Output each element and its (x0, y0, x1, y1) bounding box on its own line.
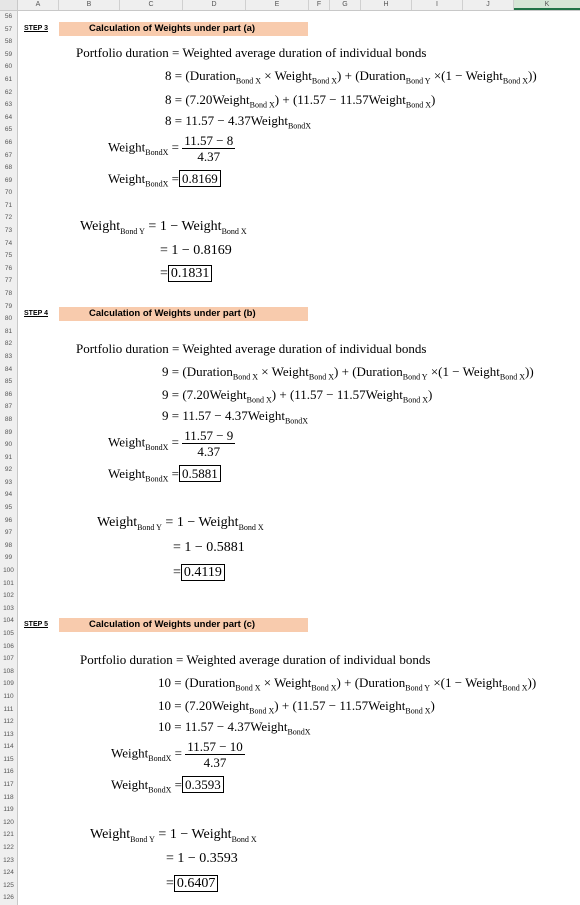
row-header-66[interactable]: 66 (4, 138, 13, 146)
row-header-65[interactable]: 65 (4, 126, 13, 134)
weight-y-result: = 0.4119 (173, 565, 225, 581)
row-header-87[interactable]: 87 (4, 403, 13, 411)
row-header-83[interactable]: 83 (4, 352, 13, 360)
row-header-56[interactable]: 56 (4, 13, 13, 20)
row-header-75[interactable]: 75 (4, 252, 13, 260)
row-header-126[interactable]: 126 (3, 894, 14, 902)
weight-y-value: 0.4119 (181, 564, 225, 581)
row-header-95[interactable]: 95 (4, 504, 13, 512)
row-header-71[interactable]: 71 (4, 201, 13, 209)
weight-x-value: 0.3593 (182, 776, 224, 793)
row-header-109[interactable]: 109 (3, 680, 14, 688)
portfolio-duration-line: Portfolio duration = Weighted average duration of individual bonds (76, 341, 427, 356)
row-header-91[interactable]: 91 (4, 453, 13, 461)
column-header-c[interactable]: C (120, 0, 183, 10)
row-header-89[interactable]: 89 (4, 428, 13, 436)
weight-y-formula: Weight$_{Bond Y}$ = 1 − Weight$_{Bond X}$ (97, 515, 264, 532)
row-header-98[interactable]: 98 (4, 541, 13, 549)
weight-x-value: 0.5881 (179, 465, 221, 482)
row-header-121[interactable]: 121 (3, 831, 14, 839)
weight-x-fraction: Weight$_{BondX}$ = $\frac{11.57 - 10}{4.37}$ (111, 739, 243, 770)
row-header-57[interactable]: 57 (4, 25, 13, 33)
weight-y-value: 0.6407 (174, 875, 219, 892)
row-header-84[interactable]: 84 (4, 365, 13, 373)
weight-x-fraction: Weight$_{BondX}$ = $\frac{11.57 - 8}{4.37}$ (108, 133, 234, 164)
equation-line-2: 8 = (7.20Weight$_{Bond X}$) + (11.57 − 11.57Weight$_{Bond X}$) (165, 92, 436, 110)
row-header-107[interactable]: 107 (3, 655, 14, 663)
row-header-69[interactable]: 69 (4, 176, 13, 184)
equation-line-1: 10 = (Duration$_{Bond X}$ × Weight$_{Bond X}$) + (Duration$_{Bond Y}$ ×(1 − Weight$_{Bond X}$)) (158, 675, 537, 693)
equation-line-1: 8 = (Duration$_{Bond X}$ × Weight$_{Bond X}$) + (Duration$_{Bond Y}$ ×(1 − Weight$_{Bond X}$)) (165, 68, 537, 86)
weight-x-result: Weight$_{BondX}$ = 0.3593 (111, 777, 224, 795)
row-header-125[interactable]: 125 (3, 881, 14, 889)
row-header-103[interactable]: 103 (3, 604, 14, 612)
row-header-110[interactable]: 110 (3, 692, 14, 700)
row-header-86[interactable]: 86 (4, 390, 13, 398)
row-header-97[interactable]: 97 (4, 529, 13, 537)
row-header-118[interactable]: 118 (3, 793, 14, 801)
row-header-64[interactable]: 64 (4, 113, 13, 121)
row-header-123[interactable]: 123 (3, 856, 14, 864)
weight-y-formula: Weight$_{Bond Y}$ = 1 − Weight$_{Bond X}$ (80, 219, 247, 236)
column-header-d[interactable]: D (183, 0, 246, 10)
row-header-122[interactable]: 122 (3, 844, 14, 852)
row-header-102[interactable]: 102 (3, 592, 14, 600)
column-header-b[interactable]: B (59, 0, 120, 10)
row-header-100[interactable]: 100 (3, 567, 14, 575)
row-header-76[interactable]: 76 (4, 264, 13, 272)
row-header-59[interactable]: 59 (4, 50, 13, 58)
row-header-60[interactable]: 60 (4, 63, 13, 71)
weight-y-result: = 0.1831 (160, 266, 212, 282)
row-header-119[interactable]: 119 (3, 806, 14, 814)
weight-x-result: Weight$_{BondX}$ = 0.8169 (108, 171, 221, 189)
step-header: Calculation of Weights under part (b) (59, 307, 308, 321)
column-header-a[interactable]: A (18, 0, 59, 10)
row-header-93[interactable]: 93 (4, 478, 13, 486)
row-header-85[interactable]: 85 (4, 378, 13, 386)
row-header-81[interactable]: 81 (4, 327, 13, 335)
row-header-63[interactable]: 63 (4, 101, 13, 109)
equation-line-3: 10 = 11.57 − 4.37Weight$_{BondX}$ (158, 719, 311, 737)
row-header-90[interactable]: 90 (4, 441, 13, 449)
column-header-j[interactable]: J (463, 0, 514, 10)
row-header-72[interactable]: 72 (4, 214, 13, 222)
weight-y-calc: = 1 − 0.3593 (166, 851, 238, 866)
equation-line-3: 9 = 11.57 − 4.37Weight$_{BondX}$ (162, 408, 309, 426)
row-header-106[interactable]: 106 (3, 642, 14, 650)
row-header-82[interactable]: 82 (4, 340, 13, 348)
row-header-70[interactable]: 70 (4, 189, 13, 197)
row-header-124[interactable]: 124 (3, 869, 14, 877)
step-header: Calculation of Weights under part (a) (59, 22, 308, 36)
row-header-94[interactable]: 94 (4, 491, 13, 499)
column-header-bar (0, 0, 580, 11)
weight-y-formula: Weight$_{Bond Y}$ = 1 − Weight$_{Bond X}$ (90, 827, 257, 844)
portfolio-duration-line: Portfolio duration = Weighted average duration of individual bonds (80, 652, 431, 667)
row-header-108[interactable]: 108 (3, 667, 14, 675)
row-header-79[interactable]: 79 (4, 302, 13, 310)
weight-y-value: 0.1831 (168, 265, 213, 282)
weight-x-fraction: Weight$_{BondX}$ = $\frac{11.57 - 9}{4.37}$ (108, 428, 234, 459)
row-header-114[interactable]: 114 (3, 743, 14, 751)
step-header: Calculation of Weights under part (c) (59, 618, 308, 632)
row-header-92[interactable]: 92 (4, 466, 13, 474)
row-header-74[interactable]: 74 (4, 239, 13, 247)
row-header-116[interactable]: 116 (3, 768, 14, 776)
column-header-k[interactable]: K (514, 0, 580, 10)
step-label: STEP 4 (24, 310, 48, 317)
row-header-117[interactable]: 117 (3, 781, 14, 789)
row-header-96[interactable]: 96 (4, 516, 13, 524)
weight-y-result: = 0.6407 (166, 876, 218, 892)
row-header-99[interactable]: 99 (4, 554, 13, 562)
row-header-120[interactable]: 120 (3, 818, 14, 826)
row-header-58[interactable]: 58 (4, 38, 13, 46)
step-label: STEP 3 (24, 25, 48, 32)
select-all-corner[interactable] (0, 0, 18, 10)
weight-y-calc: = 1 − 0.5881 (173, 540, 245, 555)
row-header-112[interactable]: 112 (3, 718, 14, 726)
row-header-77[interactable]: 77 (4, 277, 13, 285)
row-header-67[interactable]: 67 (4, 151, 13, 159)
weight-x-value: 0.8169 (179, 170, 221, 187)
row-header-115[interactable]: 115 (3, 755, 14, 763)
step-label: STEP 5 (24, 621, 48, 628)
row-header-78[interactable]: 78 (4, 290, 13, 297)
row-header-105[interactable]: 105 (3, 629, 14, 637)
equation-line-2: 9 = (7.20Weight$_{Bond X}$) + (11.57 − 11.57Weight$_{Bond X}$) (162, 387, 433, 405)
column-header-f[interactable]: F (309, 0, 330, 10)
equation-line-2: 10 = (7.20Weight$_{Bond X}$) + (11.57 − 11.57Weight$_{Bond X}$) (158, 698, 435, 716)
row-header-104[interactable]: 104 (3, 617, 14, 625)
weight-x-result: Weight$_{BondX}$ = 0.5881 (108, 466, 221, 484)
row-header-111[interactable]: 111 (3, 705, 14, 713)
row-header-bar (0, 11, 18, 905)
row-header-113[interactable]: 113 (3, 730, 14, 738)
row-header-61[interactable]: 61 (4, 75, 13, 83)
column-header-h[interactable]: H (361, 0, 412, 10)
row-header-68[interactable]: 68 (4, 164, 13, 172)
row-header-80[interactable]: 80 (4, 315, 13, 323)
portfolio-duration-line: Portfolio duration = Weighted average duration of individual bonds (76, 45, 427, 60)
row-header-88[interactable]: 88 (4, 415, 13, 423)
column-header-e[interactable]: E (246, 0, 309, 10)
equation-line-1: 9 = (Duration$_{Bond X}$ × Weight$_{Bond X}$) + (Duration$_{Bond Y}$ ×(1 − Weight$_{Bond X}$)) (162, 364, 534, 382)
row-header-73[interactable]: 73 (4, 227, 13, 235)
column-header-i[interactable]: I (412, 0, 463, 10)
row-header-62[interactable]: 62 (4, 88, 13, 96)
row-header-101[interactable]: 101 (3, 579, 14, 587)
column-header-g[interactable]: G (330, 0, 361, 10)
equation-line-3: 8 = 11.57 − 4.37Weight$_{BondX}$ (165, 113, 312, 131)
weight-y-calc: = 1 − 0.8169 (160, 243, 232, 258)
